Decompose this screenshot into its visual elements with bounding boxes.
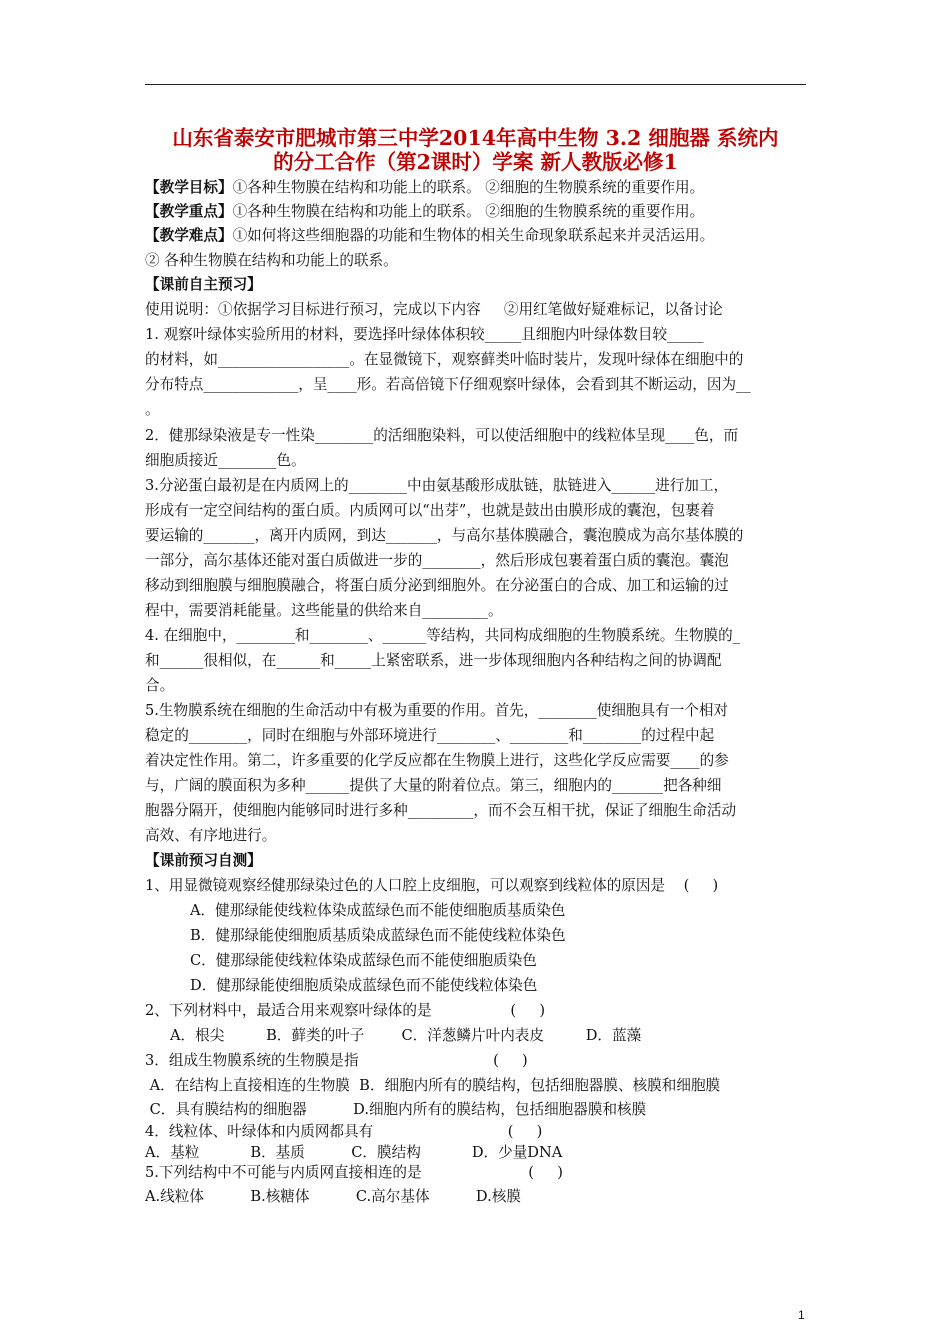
preview-line: 和______很相似，在______和_____上紧密联系，进一步体现细胞内各种结构之间的协调配 xyxy=(145,652,722,669)
question-1-option-c: C．健那绿能使线粒体染成蓝绿色而不能使细胞质染色 xyxy=(190,952,537,969)
question-4-options: A．基粒 B．基质 C．膜结构 D．少量DNA xyxy=(145,1144,563,1161)
header-rule xyxy=(145,84,806,85)
question-2-options: A．根尖 B．藓类的叶子 C．洋葱鳞片叶内表皮 D．蓝藻 xyxy=(170,1027,642,1044)
teaching-difficulty-text-2: ② 各种生物膜在结构和功能上的联系。 xyxy=(145,252,398,269)
preview-line: 移动到细胞膜与细胞膜融合，将蛋白质分泌到细胞外。在分泌蛋白的合成、加工和运输的过 xyxy=(145,577,729,594)
preview-line: 与，广阔的膜面积为多种______提供了大量的附着位点。第三，细胞内的_______把各种细 xyxy=(145,777,722,794)
preview-line: 。 xyxy=(145,401,160,418)
preview-line: 要运输的_______，离开内质网，到达_______，与高尔基体膜融合，囊泡膜成为高尔基体膜的 xyxy=(145,527,744,544)
preview-line: 一部分，高尔基体还能对蛋白质做进一步的________，然后形成包裹着蛋白质的囊泡。囊泡 xyxy=(145,552,729,569)
preview-line: 合。 xyxy=(145,677,175,694)
question-1-option-a: A．健那绿能使线粒体染成蓝绿色而不能使细胞质基质染色 xyxy=(190,902,566,919)
question-1-stem: 1、用显微镜观察经健那绿染过色的人口腔上皮细胞，可以观察到线粒体的原因是 ( ) xyxy=(145,877,719,894)
question-3-options-cd: C．具有膜结构的细胞器 D.细胞内所有的膜结构，包括细胞器膜和核膜 xyxy=(145,1101,647,1118)
question-5-stem: 5.下列结构中不可能与内质网直接相连的是 ( ) xyxy=(145,1164,563,1181)
preview-line: 的材料，如__________________。在显微镜下，观察藓类叶临时装片，发现叶绿体在细胞中的 xyxy=(145,351,744,368)
page-number: 1 xyxy=(798,1308,805,1322)
question-3-options-ab: A．在结构上直接相连的生物膜 B．细胞内所有的膜结构，包括细胞器膜、核膜和细胞膜 xyxy=(145,1077,721,1094)
question-3-stem: 3．组成生物膜系统的生物膜是指 ( ) xyxy=(145,1052,528,1069)
preview-line: 稳定的________，同时在细胞与外部环境进行________、________和________的过程中起 xyxy=(145,727,715,744)
teaching-difficulty-text: ①如何将这些细胞器的功能和生物体的相关生命现象联系起来并灵活运用。 xyxy=(232,227,715,244)
preview-line: 2．健那绿染液是专一性染________的活细胞染料，可以使活细胞中的线粒体呈现____色，而 xyxy=(145,427,739,444)
preview-line: 5.生物膜系统在细胞的生命活动中有极为重要的作用。首先，________使细胞具有一个相对 xyxy=(145,702,729,719)
preview-line: 高效、有序地进行。 xyxy=(145,827,277,844)
teaching-difficulty xyxy=(145,226,714,246)
document-title-line-2: 的分工合作（第2课时）学案 新人教版必修1 xyxy=(273,150,678,174)
preview-heading: 【课前自主预习】 xyxy=(145,276,262,293)
preview-line: 细胞质接近________色。 xyxy=(145,452,306,469)
question-1-option-b: B．健那绿能使细胞质基质染成蓝绿色而不能使线粒体染色 xyxy=(190,927,566,944)
preview-line: 形成有一定空间结构的蛋白质。内质网可以“出芽”，也就是鼓出由膜形成的囊泡，包裹着 xyxy=(145,502,715,519)
question-5-options: A.线粒体 B.核糖体 C.高尔基体 D.核膜 xyxy=(145,1188,521,1205)
preview-line: 1. 观察叶绿体实验所用的材料，要选择叶绿体体积较_____且细胞内叶绿体数目较_____ xyxy=(145,326,704,343)
preview-line: 使用说明：①依据学习目标进行预习，完成以下内容 ②用红笔做好疑难标记，以备讨论 xyxy=(145,301,723,318)
preview-line: 3.分泌蛋白最初是在内质网上的________中由氨基酸形成肽链，肽链进入______进行加工， xyxy=(145,477,729,494)
teaching-goal-label: 【教学目标】 xyxy=(145,179,233,196)
teaching-goal-text: ①各种生物膜在结构和功能上的联系。 ②细胞的生物膜系统的重要作用。 xyxy=(232,179,705,196)
self-test-heading: 【课前预习自测】 xyxy=(145,852,262,869)
preview-line: 4. 在细胞中，________和________、______等结构，共同构成细胞的生物膜系统。生物膜的_ xyxy=(145,627,741,644)
preview-line: 程中，需要消耗能量。这些能量的供给来自_________。 xyxy=(145,602,503,619)
preview-line: 胞器分隔开，使细胞内能够同时进行多种_________，而不会互相干扰，保证了细胞生命活动 xyxy=(145,802,737,819)
document-title-line-1: 山东省泰安市肥城市第三中学2014年高中生物 3.2 细胞器 系统内 xyxy=(172,126,779,150)
teaching-goal xyxy=(145,178,704,198)
teaching-key-text: ①各种生物膜在结构和功能上的联系。 ②细胞的生物膜系统的重要作用。 xyxy=(232,203,705,220)
question-1-option-d: D．健那绿能使细胞质染成蓝绿色而不能使线粒体染色 xyxy=(190,977,538,994)
question-4-stem: 4．线粒体、叶绿体和内质网都具有 ( ) xyxy=(145,1123,543,1140)
teaching-key-label: 【教学重点】 xyxy=(145,203,233,220)
preview-line: 分布特点_____________，呈____形。若高倍镜下仔细观察叶绿体，会看到其不断运动，因为__ xyxy=(145,376,751,393)
question-2-stem: 2、下列材料中，最适合用来观察叶绿体的是 ( ) xyxy=(145,1002,546,1019)
preview-line: 着决定性作用。第二，许多重要的化学反应都在生物膜上进行，这些化学反应需要____的参 xyxy=(145,752,729,769)
teaching-difficulty-label: 【教学难点】 xyxy=(145,227,233,244)
teaching-key xyxy=(145,202,704,222)
